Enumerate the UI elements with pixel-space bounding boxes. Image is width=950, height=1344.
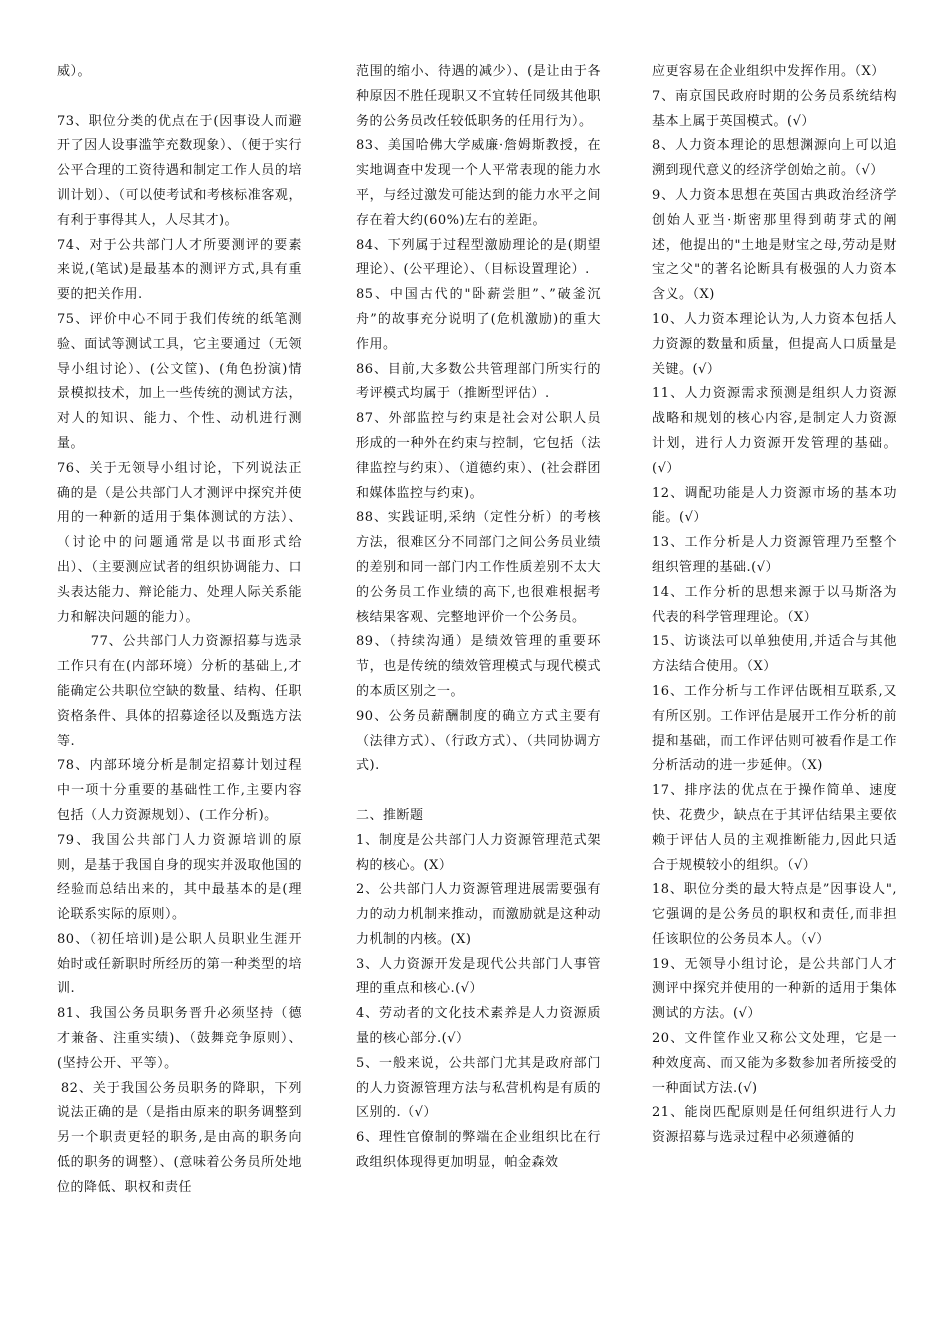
section-heading: 二、推断题 [356,807,424,823]
paragraph-q78: 78、内部环境分析是制定招募计划过程中一项十分重要的基础性工作,主要内容包括（人力资源规划）、(工作分析)。 [57,758,302,823]
paragraph-q73: 73、职位分类的优点在于(因事设人而避开了因人设事滥竽充数现象）、（便于实行公平合理的工资待遇和制定工作人员的培训计划）、（可以使考试和考核标准客观，有利于事得其人，人尽其才)。 [57,113,302,228]
paragraph-j21: 21、能岗匹配原则是任何组织进行人力资源招募与选录过程中必须遵循的 [652,1105,897,1146]
paragraph-j19: 19、无领导小组讨论，是公共部门人才测评中探究并使用的一种新的适用于集体测试的方法。(√） [652,956,897,1022]
paragraph-j20: 20、文件筐作业又称公文处理，它是一种效度高、而又能为多数参加者所接受的一种面试方法.(√) [652,1031,897,1096]
paragraph-q82-cont: 范围的缩小、待遇的减少）、(是让由于各种原因不胜任现职又不宜转任同级其他职务的公务员改任较低职务的任用行为）。 [356,64,601,129]
paragraph-j6: 6、理性官僚制的弊端在企业组织比在行政组织体现得更加明显，帕金森效 [356,1130,601,1171]
paragraph-q89: 89、（持续沟通）是绩效管理的重要环节，也是传统的绩效管理模式与现代模式的本质区别之一。 [356,634,601,699]
paragraph-q85: 85、中国古代的"卧薪尝胆”、”破釜沉舟”的故事充分说明了(危机激励)的重大作用。 [356,287,601,352]
paragraph-q88: 88、实践证明,采纳（定性分析）的考核方法，很难区分不同部门之间公务员业绩的差别和同一部门内工作性质差别不太大的公务员工作业绩的高下,也很难根据考核结果客观、完整地评价一个公务员。 [356,510,601,625]
paragraph-q75: 75、评价中心不同于我们传统的纸笔测验、面试等测试工具，它主要通过（无领导小组讨论）、(公文筐)、(角色扮演)情景模拟技术，加上一些传统的测试方法，对人的知识、能力、个性、动机进行测量。 [57,311,302,451]
text-column-left [57,60,302,1201]
paragraph-j8: 8、人力资本理论的思想渊源向上可以追溯到现代意义的经济学创始之前。（√） [652,138,897,179]
paragraph-j13: 13、工作分析是人力资源管理乃至整个组织管理的基础.(√） [652,535,897,575]
paragraph-j18: 18、职位分类的最大特点是”因事设人",它强调的是公务员的职权和责任,而非担任该职位的公务员本人。（√） [652,882,897,947]
paragraph-j11: 11、人力资源需求预测是组织人力资源战略和规划的核心内容,是制定人力资源计划，进行人力资源开发管理的基础。(√） [652,386,897,476]
paragraph-q77: 77、公共部门人力资源招募与选录工作只有在(内部环境）分析的基础上,才能确定公共职位空缺的数量、结构、任职资格条件、具体的招募途径以及甄选方法等. [57,634,302,749]
text-column-right [652,60,897,1151]
paragraph-j17: 17、排序法的优点在于操作简单、速度快、花费少，缺点在于其评估结果主要依赖于评估人员的主观推断能力,因此只适合于规模较小的组织。（√） [652,783,897,873]
paragraph-j4: 4、劳动者的文化技术素养是人力资源质量的核心部分.(√） [356,1006,601,1047]
paragraph-j16: 16、工作分析与工作评估既相互联系,又有所区别。工作评估是展开工作分析的前提和基础，而工作评估则可被看作是工作分析活动的进一步延伸。（X) [652,683,897,774]
paragraph-q81: 81、我国公务员职务晋升必须坚持（德才兼备、注重实绩)、（鼓舞竞争原则）、(坚持公开、平等）。 [57,1006,302,1071]
paragraph-q84: 84、下列属于过程型激励理论的是(期望理论）、(公平理论）、（目标设置理论）. [356,237,601,278]
paragraph-j3: 3、人力资源开发是现代公共部门人事管理的重点和核心.(√） [356,956,601,997]
paragraph-q87: 87、外部监控与约束是社会对公职人员形成的一种外在约束与控制，它包括（法律监控与约束）、（道德约束）、(社会群团和媒体监控与约束)。 [356,411,601,501]
paragraph-j10: 10、人力资本理论认为,人力资本包括人力资源的数量和质量，但提高人口质量是关键。(√） [652,311,897,377]
paragraph-q83: 83、美国哈佛大学威廉·詹姆斯教授，在实地调查中发现一个人平常表现的能力水平，与经过激发可能达到的能力水平之间存在着大约(60%)左右的差距。 [356,138,601,228]
paragraph-j2: 2、公共部门人力资源管理进展需要强有力的动力机制来推动，而激励就是这种动力机制的内核。(X) [356,882,601,947]
paragraph-j14: 14、工作分析的思想来源于以马斯洛为代表的科学管理理论。（X） [652,584,897,625]
paragraph-q76: 76、关于无领导小组讨论，下列说法正确的是（是公共部门人才测评中探究并使用的一种新的适用于集体测试的方法）、（讨论中的问题通常是以书面形式给出）、（主要测应试者的组织协调能力、口头表达能力、辩论能力、处理人际关系能力和解决问题的能力）。 [57,460,302,625]
blank-line [57,85,302,110]
paragraph-q74: 74、对于公共部门人才所要测评的要素来说,(笔试)是最基本的测评方式,具有重要的把关作用. [57,237,302,303]
paragraph-j9: 9、人力资本思想在英国古典政治经济学创始人亚当·斯密那里得到萌芽式的阐述，他提出的"土地是财宝之母,劳动是财宝之父"的著名论断具有极强的人力资本含义。（X) [652,187,897,303]
paragraph-j12: 12、调配功能是人力资源市场的基本功能。(√） [652,485,897,526]
paragraph-j5: 5、一般来说，公共部门尤其是政府部门的人力资源管理方法与私营机构是有质的区别的.（√） [356,1055,601,1121]
paragraph-j6-cont: 应更容易在企业组织中发挥作用。（X） [652,64,885,79]
blank-line [356,779,601,804]
paragraph: 威）。 [57,64,92,79]
paragraph-j1: 1、制度是公共部门人力资源管理范式架构的核心。(X） [356,832,601,873]
text-column-middle [356,60,601,1176]
paragraph-j15: 15、访谈法可以单独使用,并适合与其他方法结合使用。（X） [652,634,897,675]
paragraph-q79: 79、我国公共部门人力资源培训的原则，是基于我国自身的现实并汲取他国的经验而总结出来的，其中最基本的是(理论联系实际的原则）。 [57,832,302,923]
paragraph-q90: 90、公务员薪酬制度的确立方式主要有（法律方式）、（行政方式）、（共同协调方式). [356,708,601,774]
paragraph-q80: 80、（初任培训)是公职人员职业生涯开始时或任新职时所经历的第一种类型的培训. [57,931,302,997]
paragraph-q82: 82、关于我国公务员职务的降职，下列说法正确的是（是指由原来的职务调整到另一个职责更轻的职务,是由高的职务向低的职务的调整）、(意味着公务员所处地位的降低、职权和责任 [57,1080,302,1195]
paragraph-q86: 86、目前,大多数公共管理部门所实行的考评模式均属于（推断型评估）. [356,361,601,402]
paragraph-j7: 7、南京国民政府时期的公务员系统结构基本上属于英国模式。(√） [652,88,897,129]
